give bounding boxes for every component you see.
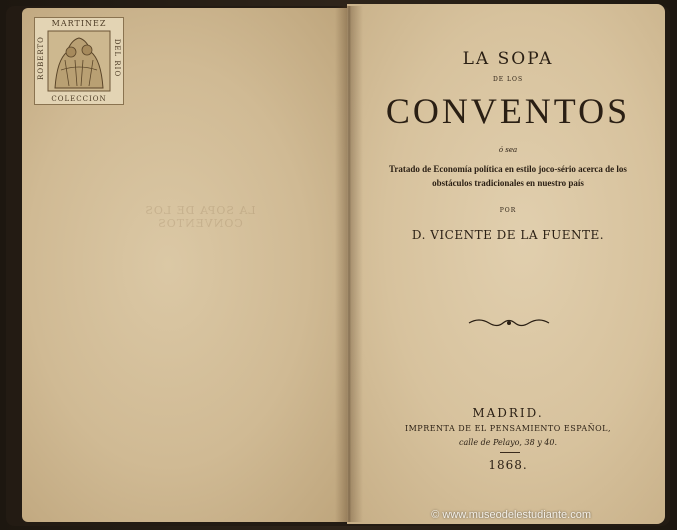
divider-rule — [500, 452, 520, 453]
publication-year: 1868. — [488, 458, 528, 472]
title-line-1: LA SOPA — [462, 49, 554, 69]
or-text: ó sea — [498, 146, 518, 154]
stamp-right-text: DEL RIO — [113, 38, 121, 78]
stamp-left-text: ROBERTO — [37, 36, 45, 80]
stamp-bottom-text: COLECCION — [51, 95, 107, 103]
subtitle: Tratado de Economía política en estilo joco-sério acerca de los obstáculos tradicionales en nuestro país — [389, 164, 627, 188]
printer-address: calle de Pelayo, 38 y 40. — [458, 438, 558, 447]
stamp-top-text: MARTINEZ — [51, 19, 107, 28]
watermark: © www.museodelestudiante.com — [431, 509, 591, 521]
title-connector: DE LOS — [492, 76, 524, 83]
collection-stamp — [34, 17, 124, 105]
stamp-illustration-icon — [47, 30, 111, 92]
publication-city: MADRID. — [472, 406, 544, 420]
title-main: CONVENTOS — [385, 91, 631, 131]
by-text: POR — [499, 207, 517, 214]
ornament-flourish-icon — [467, 316, 551, 330]
bleed-through-text: LA SOPA DE LOS CONVENTOS — [144, 204, 256, 230]
printer: IMPRENTA DE EL PENSAMIENTO ESPAÑOL, — [404, 424, 612, 433]
author: D. VICENTE DE LA FUENTE. — [411, 228, 605, 242]
